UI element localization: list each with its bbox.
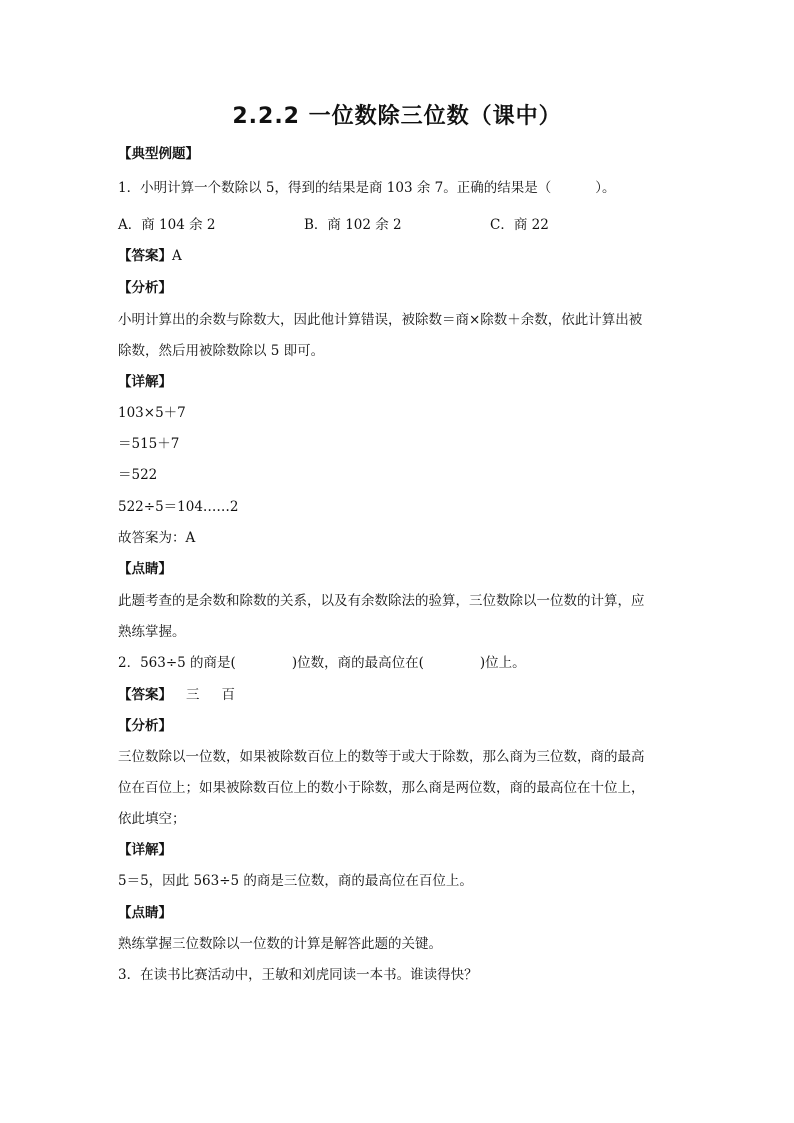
q2-detail-label: 【详解】: [118, 842, 172, 858]
q2-answer-value-2: 百: [221, 687, 235, 703]
q1-analysis-label: 【分析】: [118, 280, 172, 296]
q2-comment-label: 【点睛】: [118, 905, 172, 921]
q2-stem-part2: )位数，商的最高位在(: [291, 655, 424, 671]
q2-stem-part3: )位上。: [479, 655, 526, 671]
q2-answer-label: 【答案】: [118, 687, 172, 703]
q1-stem: [118, 177, 615, 199]
q2-analysis-line: 依此填空；: [118, 811, 186, 827]
q2-analysis-line: 位在百位上；如果被除数百位上的数小于除数，那么商是两位数，商的最高位在十位上，: [118, 780, 645, 796]
q1-option-a: A．商 104 余 2: [118, 217, 216, 233]
q3-stem: 3．在读书比赛活动中，王敏和刘虎同读一本书。谁读得快？: [118, 967, 478, 983]
section-heading: 【典型例题】: [118, 146, 199, 162]
q2-stem-part1: 2．563÷5 的商是(: [118, 655, 236, 671]
q1-detail-line: ＝515＋7: [118, 436, 180, 452]
q2-analysis-label: 【分析】: [118, 718, 172, 734]
q1-option-b: B．商 102 余 2: [304, 217, 402, 233]
q1-detail-line: 522÷5＝104……2: [118, 499, 239, 515]
q1-answer-value: A: [172, 248, 182, 264]
q1-detail-line: ＝522: [118, 467, 158, 483]
q2-comment-line: 熟练掌握三位数除以一位数的计算是解答此题的关键。: [118, 936, 442, 952]
q1-detail-line: 故答案为：A: [118, 530, 196, 546]
q1-detail-label: 【详解】: [118, 374, 172, 390]
q2-answer: [118, 684, 235, 706]
q1-answer: [118, 245, 182, 267]
q2-detail-line: 5＝5，因此 563÷5 的商是三位数，商的最高位在百位上。: [118, 873, 473, 889]
q1-comment-line: 此题考查的是余数和除数的关系，以及有余数除法的验算，三位数除以一位数的计算，应: [118, 593, 645, 609]
q1-option-c: C．商 22: [490, 217, 549, 233]
q1-stem-after: ）。: [595, 180, 616, 196]
q2-analysis-line: 三位数除以一位数，如果被除数百位上的数等于或大于除数，那么商为三位数，商的最高: [118, 749, 645, 765]
q1-analysis-line: 小明计算出的余数与除数大，因此他计算错误，被除数＝商×除数＋余数，依此计算出被: [118, 312, 643, 328]
q1-options: [118, 214, 678, 236]
q1-detail-line: 103×5＋7: [118, 405, 186, 421]
q2-stem: [118, 652, 526, 674]
q1-stem-before: 1．小明计算一个数除以 5，得到的结果是商 103 余 7。正确的结果是（: [118, 180, 552, 196]
q1-analysis-line: 除数，然后用被除数除以 5 即可。: [118, 343, 325, 359]
page-title: 2.2.2 一位数除三位数（课中）: [232, 104, 562, 129]
q1-answer-label: 【答案】: [118, 248, 172, 264]
q2-answer-value-1: 三: [186, 687, 200, 703]
q1-comment-line: 熟练掌握。: [118, 624, 186, 640]
q1-comment-label: 【点睛】: [118, 561, 172, 577]
